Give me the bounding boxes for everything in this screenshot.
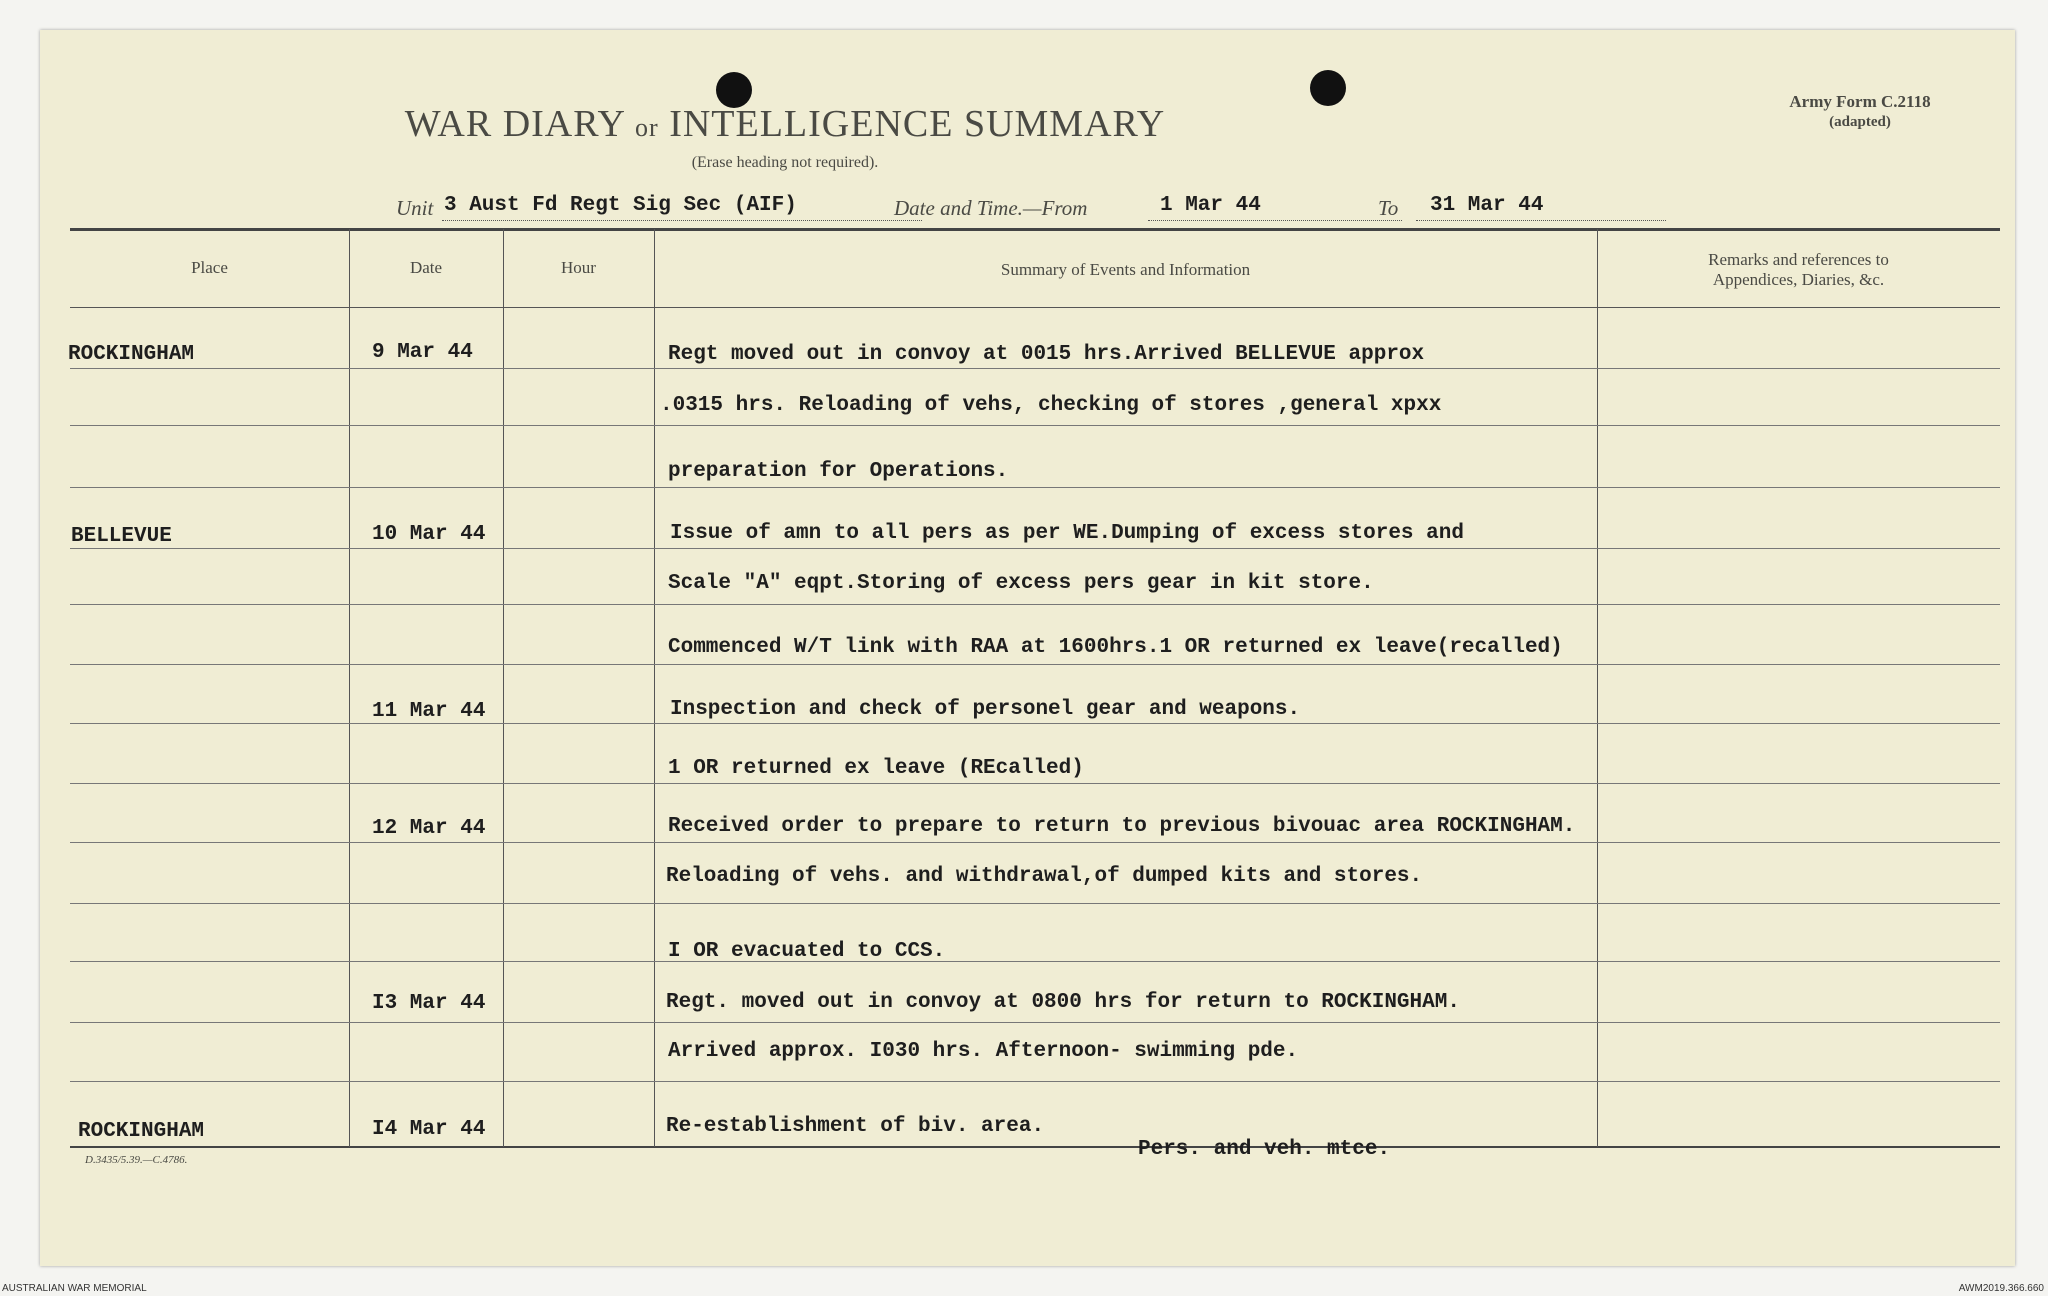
summary-line: .0315 hrs. Reloading of vehs, checking of stores ,general xpxx	[660, 394, 1442, 417]
col-divider-summary	[1597, 229, 1598, 1147]
col-header-remarks	[1597, 250, 2000, 290]
erase-note: (Erase heading not required).	[691, 154, 879, 171]
summary-line: Regt. moved out in convoy at 0800 hrs for return to ROCKINGHAM.	[666, 991, 1460, 1014]
date-entry: 10 Mar 44	[372, 523, 486, 546]
table-bottom-border	[70, 1146, 2000, 1148]
row-rule	[70, 903, 2000, 904]
army-form-number: Army Form C.2118	[1789, 92, 1931, 111]
date-entry: I4 Mar 44	[372, 1118, 486, 1141]
title-or: or	[635, 113, 659, 142]
place-entry: ROCKINGHAM	[68, 343, 195, 366]
row-rule	[70, 783, 2000, 784]
col-header-summary: Summary of Events and Information	[1000, 260, 1251, 279]
place-entry: BELLEVUE	[71, 525, 172, 548]
col-header-hour: Hour	[561, 258, 596, 277]
footer-institution: AUSTRALIAN WAR MEMORIAL	[2, 1283, 147, 1294]
summary-line: Commenced W/T link with RAA at 1600hrs.1 OR returned ex leave(recalled)	[668, 636, 1563, 659]
row-rule	[70, 723, 2000, 724]
date-entry: 12 Mar 44	[372, 817, 486, 840]
summary-line: Re-establishment of biv. area.	[666, 1115, 1045, 1138]
title-war-diary: WAR DIARY	[404, 103, 625, 145]
summary-line: Arrived approx. I030 hrs. Afternoon- swimming pde.	[668, 1040, 1299, 1063]
footer-accession: AWM2019.366.660	[1958, 1283, 2044, 1294]
place-entry: ROCKINGHAM	[78, 1120, 205, 1143]
row-rule	[70, 961, 2000, 962]
form-sheet	[40, 30, 2015, 1266]
summary-line: preparation for Operations.	[668, 460, 1009, 483]
header-bottom-border	[70, 307, 2000, 308]
summary-line: Regt moved out in convoy at 0015 hrs.Arrived BELLEVUE approx	[668, 343, 1425, 366]
col-divider-place	[349, 229, 350, 1147]
summary-line: Received order to prepare to return to previous bivouac area ROCKINGHAM.	[668, 815, 1576, 838]
from-value: 1 Mar 44	[1160, 194, 1261, 217]
army-form-adapted: (adapted)	[1829, 114, 1891, 130]
row-rule	[70, 842, 2000, 843]
form-title	[40, 102, 1530, 146]
summary-line: Reloading of vehs. and withdrawal,of dumped kits and stores.	[666, 865, 1423, 888]
date-time-label: Date and Time.—From	[894, 196, 1088, 220]
row-rule	[70, 1022, 2000, 1023]
summary-line: Pers. and veh. mtce.	[1138, 1138, 1391, 1161]
row-rule	[70, 1081, 2000, 1082]
print-code: D.3435/5.39.—C.4786.	[85, 1154, 188, 1166]
col-header-remarks-line1: Remarks and references to	[1708, 250, 1889, 269]
summary-line: Inspection and check of personel gear and weapons.	[670, 698, 1301, 721]
col-divider-hour	[654, 229, 655, 1147]
row-rule	[70, 425, 2000, 426]
col-header-place: Place	[191, 258, 228, 277]
row-rule	[70, 548, 2000, 549]
summary-line: I OR evacuated to CCS.	[668, 940, 946, 963]
unit-label: Unit	[396, 196, 434, 220]
col-divider-date	[503, 229, 504, 1147]
unit-value: 3 Aust Fd Regt Sig Sec (AIF)	[444, 194, 797, 217]
to-label: To	[1378, 196, 1399, 220]
col-header-remarks-line2: Appendices, Diaries, &c.	[1712, 270, 1885, 289]
date-entry: 9 Mar 44	[372, 341, 473, 364]
col-header-date: Date	[409, 258, 443, 277]
summary-line: Scale "A" eqpt.Storing of excess pers gear in kit store.	[668, 572, 1374, 595]
to-dotted-line	[1416, 220, 1666, 221]
title-intelligence-summary: INTELLIGENCE SUMMARY	[669, 103, 1166, 145]
row-rule	[70, 664, 2000, 665]
row-rule	[70, 368, 2000, 369]
from-dotted-line	[1148, 220, 1402, 221]
punch-hole-right	[1310, 70, 1346, 106]
to-value: 31 Mar 44	[1430, 194, 1544, 217]
date-entry: 11 Mar 44	[372, 700, 486, 723]
summary-line: Issue of amn to all pers as per WE.Dumping of excess stores and	[670, 522, 1464, 545]
unit-dotted-line	[442, 220, 922, 221]
summary-line: 1 OR returned ex leave (REcalled)	[668, 757, 1084, 780]
date-entry: I3 Mar 44	[372, 992, 486, 1015]
row-rule	[70, 604, 2000, 605]
table-top-border	[70, 228, 2000, 231]
row-rule	[70, 487, 2000, 488]
